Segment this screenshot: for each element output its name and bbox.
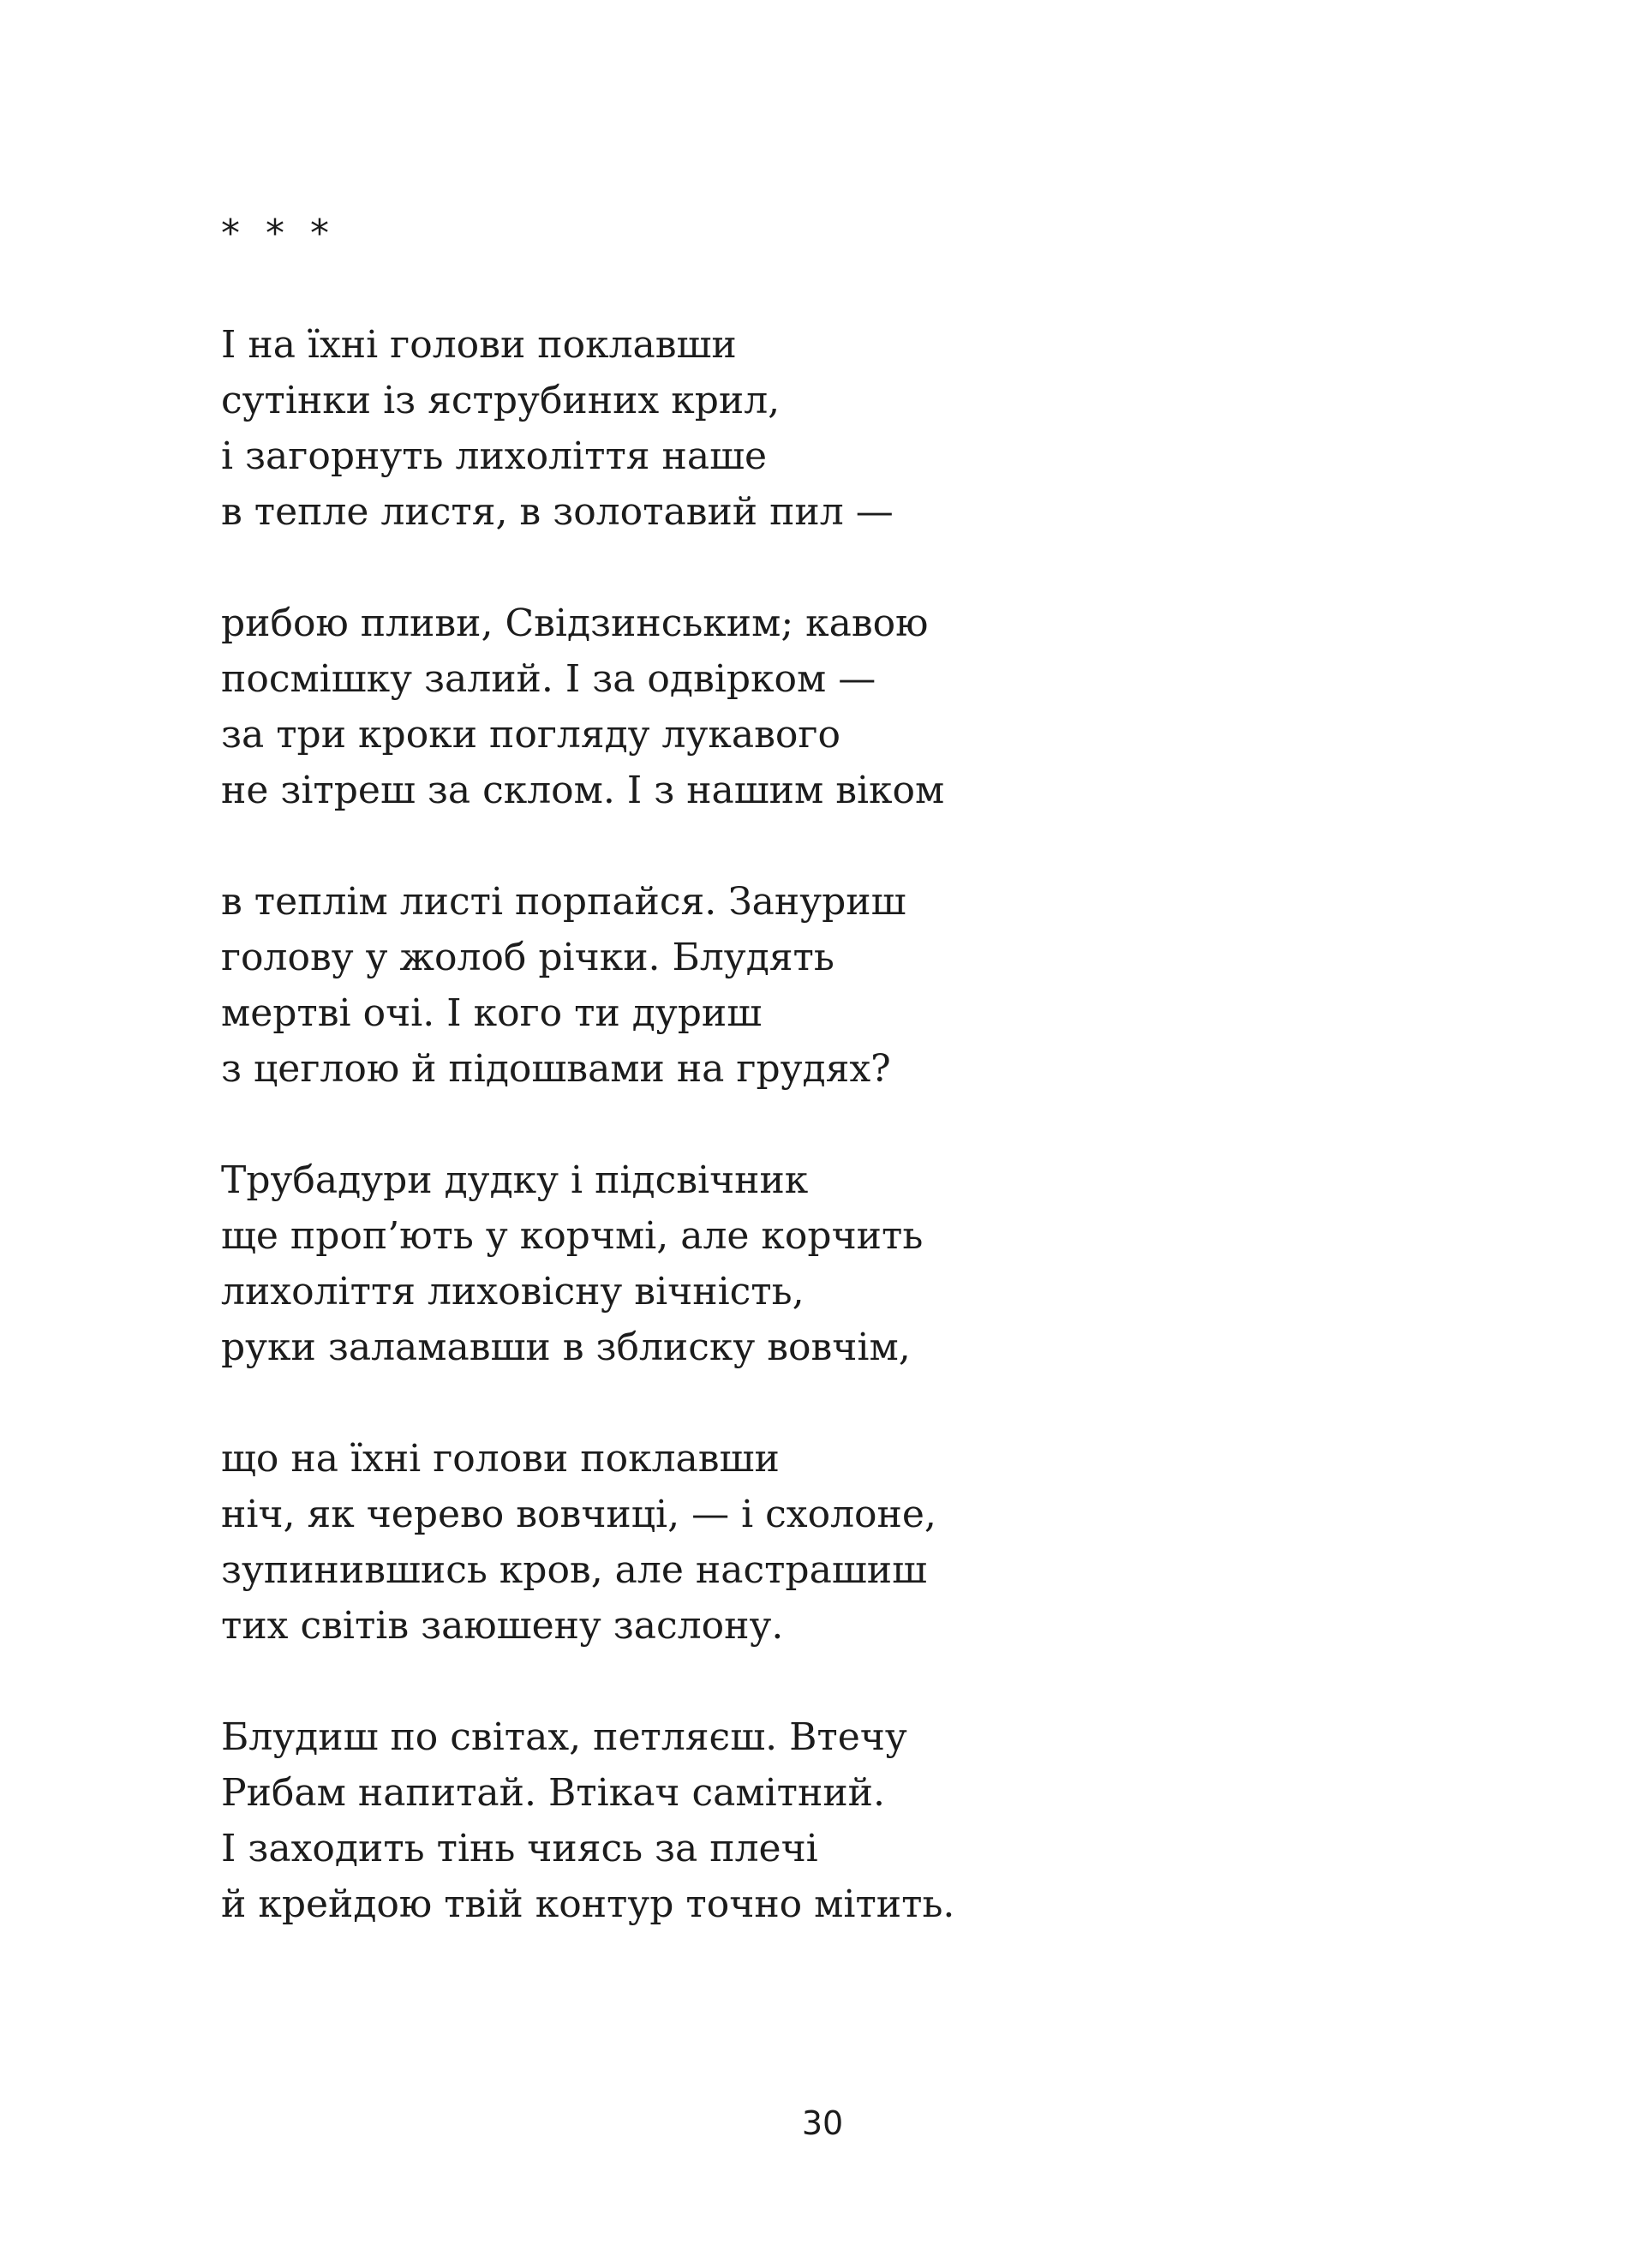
- stanza-5: [221, 1431, 1421, 1654]
- poem-line: лихоліття лиховісну вічність,: [221, 1270, 805, 1314]
- stanza-3: [221, 874, 1421, 1097]
- poem-line: за три кроки погляду лукавого: [221, 713, 840, 757]
- poem-line: тих світів заюшену заслону.: [221, 1604, 784, 1648]
- poem-line: рибою пливи, Свідзинським; кавою: [221, 601, 929, 645]
- poem-line: сутінки із яструбиних крил,: [221, 379, 781, 422]
- asterism: * * *: [221, 212, 336, 255]
- stanza-6: [221, 1709, 1421, 1932]
- poem-line: зупинившись кров, але настрашиш: [221, 1548, 927, 1592]
- poem-line: Рибам напитай. Втікач самітний.: [221, 1771, 885, 1815]
- poem-line: не зітреш за склом. І з нашим віком: [221, 769, 945, 812]
- poem-line: що на їхні голови поклавши: [221, 1437, 780, 1481]
- poem-line: Трубадури дудку і підсвічник: [221, 1158, 809, 1202]
- poem-line: мертві очі. І кого ти дуриш: [221, 991, 763, 1035]
- poem-line: посмішку залий. І за одвірком —: [221, 657, 876, 701]
- poem: [221, 206, 1421, 1932]
- poem-line: І заходить тінь чиясь за плечі: [221, 1827, 818, 1870]
- stanza-4: [221, 1152, 1421, 1375]
- poem-line: з цеглою й підошвами на грудях?: [221, 1047, 891, 1091]
- poem-line: Блудиш по світах, петляєш. Втечу: [221, 1715, 907, 1759]
- poem-line: ще проп’ють у корчмі, але корчить: [221, 1214, 924, 1258]
- poem-line: руки заламавши в зблиску вовчім,: [221, 1325, 911, 1369]
- poem-line: в тепле листя, в золотавий пил —: [221, 490, 894, 534]
- poem-line: І на їхні голови поклавши: [221, 323, 737, 367]
- poem-line: голову у жолоб річки. Блудять: [221, 936, 834, 979]
- stanza-2: [221, 595, 1421, 818]
- poem-line: в теплім листі порпайся. Зануриш: [221, 880, 906, 924]
- page-number: 30: [801, 2104, 844, 2142]
- poem-line: ніч, як черево вовчиці, — і схолоне,: [221, 1493, 936, 1536]
- stanza-1: [221, 317, 1421, 540]
- poem-line: й крейдою твій контур точно мітить.: [221, 1882, 955, 1926]
- poem-line: і загорнуть лихоліття наше: [221, 434, 768, 478]
